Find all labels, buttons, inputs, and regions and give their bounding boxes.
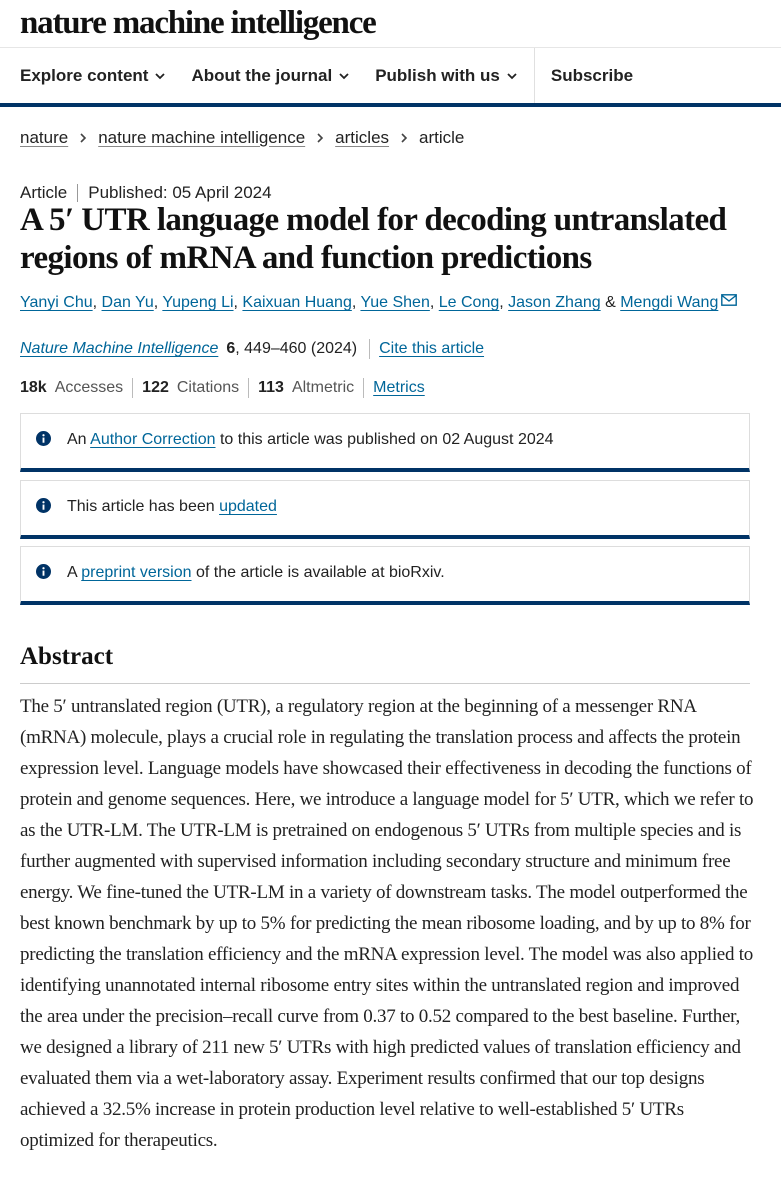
published-date: Published: 05 April 2024 [88,183,272,202]
journal-volume: 6 [226,340,236,357]
info-icon [36,498,51,513]
preprint-version-link[interactable]: preprint version [81,564,192,581]
metrics-divider [363,378,364,398]
nav-explore-label: Explore content [20,66,149,85]
chevron-right-icon [316,133,324,143]
journal-name[interactable]: Nature Machine Intelligence [20,340,219,357]
altmetric-count: 113 [258,379,284,396]
nav-about-journal[interactable] [191,66,349,86]
main-nav [0,48,781,104]
citation-line [20,339,484,359]
nav-explore-content[interactable] [20,66,165,86]
notice-text [67,564,445,582]
notice-prefix: An [67,431,91,448]
article-title: A 5′ UTR language model for decoding untranslated regions of mRNA and function predictions [20,202,727,276]
breadcrumb-articles[interactable]: articles [335,128,390,147]
author-correction-link[interactable]: Author Correction [90,431,216,448]
notice-preprint [20,546,750,605]
author-link[interactable]: Dan Yu [101,294,154,311]
author-link[interactable]: Yue Shen [360,294,430,311]
notice-text [67,431,554,449]
nav-accent-bar [0,103,781,107]
author-link[interactable]: Jason Zhang [508,294,601,311]
site-logo[interactable]: nature machine intelligence [20,4,376,41]
citations-label: Citations [176,379,240,396]
info-icon [36,431,51,446]
metrics-divider [132,378,133,398]
notice-text [67,498,277,516]
author-link[interactable]: Kaixuan Huang [242,294,352,311]
metrics-divider [248,378,249,398]
notice-prefix: This article has been [67,498,220,515]
author-link[interactable]: Yanyi Chu [20,294,93,311]
nav-publish-with-us[interactable] [375,66,517,86]
chevron-right-icon [79,133,87,143]
chevron-down-icon [507,71,517,81]
notice-author-correction [20,413,750,472]
article-type: Article [20,183,68,202]
chevron-right-icon [400,133,408,143]
mail-icon[interactable] [721,294,737,306]
info-icon [36,564,51,579]
article-meta [20,183,272,203]
updated-link[interactable]: updated [219,498,277,515]
chevron-down-icon [155,71,165,81]
meta-divider [77,184,78,202]
citations-count: 122 [142,379,169,396]
article-metrics [20,378,425,398]
accesses-label: Accesses [54,379,124,396]
breadcrumb-nature[interactable]: nature [20,128,69,147]
abstract-heading: Abstract [20,643,114,670]
journal-pages-year: , 449–460 (2024) [235,340,358,357]
cite-this-article-link[interactable]: Cite this article [379,340,485,357]
breadcrumb-journal[interactable]: nature machine intelligence [98,128,306,147]
chevron-down-icon [339,71,349,81]
notice-suffix: of the article is available at bioRxiv. [191,564,445,581]
breadcrumb-current: article [419,128,465,147]
nav-subscribe[interactable] [551,66,633,86]
abstract-body: The 5′ untranslated region (UTR), a regulatory region at the beginning of a messenger RNA (mRNA) molecule, plays a crucial role in regulating the translation process and affects the protein expression level. Language models have showcased their effectiveness in decoding the functions of protein and genome sequences. Here, we introduce a language model for 5′ UTR, which we refer to as the UTR-LM. The UTR-LM is pretrained on endogenous 5′ UTRs from multiple species and is further augmented with supervised information including secondary structure and minimum free energy. We fine-tuned the UTR-LM in a variety of downstream tasks. The model outperformed the best known benchmark by up to 5% for predicting the mean ribosome loading, and by up to 8% for predicting the translation efficiency and the mRNA expression level. The model was also applied to identifying unannotated internal ribosome entry sites within the untranslated region and improved the area under the precision–recall curve from 0.37 to 0.52 compared to the best baseline. Further, we designed a library of 211 new 5′ UTRs with high predicted values of translation efficiency and evaluated them via a wet-laboratory assay. Experiment results confirmed that our top designs achieved a 32.5% increase in protein production level relative to well-established 5′ UTRs optimized for therapeutics. [20,696,754,1151]
nav-divider [534,48,535,104]
nav-publish-label: Publish with us [375,66,500,85]
author-link[interactable]: Le Cong [438,294,500,311]
author-list: Yanyi Chu, Dan Yu, Yupeng Li, Kaixuan Huang, Yue Shen, Le Cong, Jason Zhang & Mengdi Wang [20,294,737,312]
breadcrumb [20,128,464,148]
citation-divider [369,339,370,359]
nav-about-label: About the journal [191,66,333,85]
author-link[interactable]: Yupeng Li [162,294,234,311]
notice-prefix: A [67,564,82,581]
altmetric-label: Altmetric [291,379,355,396]
author-link[interactable]: Mengdi Wang [620,294,719,311]
accesses-count: 18k [20,379,47,396]
notice-updated [20,480,750,539]
metrics-link[interactable]: Metrics [373,379,425,396]
nav-subscribe-label: Subscribe [550,66,634,85]
abstract-divider [20,683,750,684]
notice-suffix: to this article was published on 02 August 2024 [215,431,554,448]
